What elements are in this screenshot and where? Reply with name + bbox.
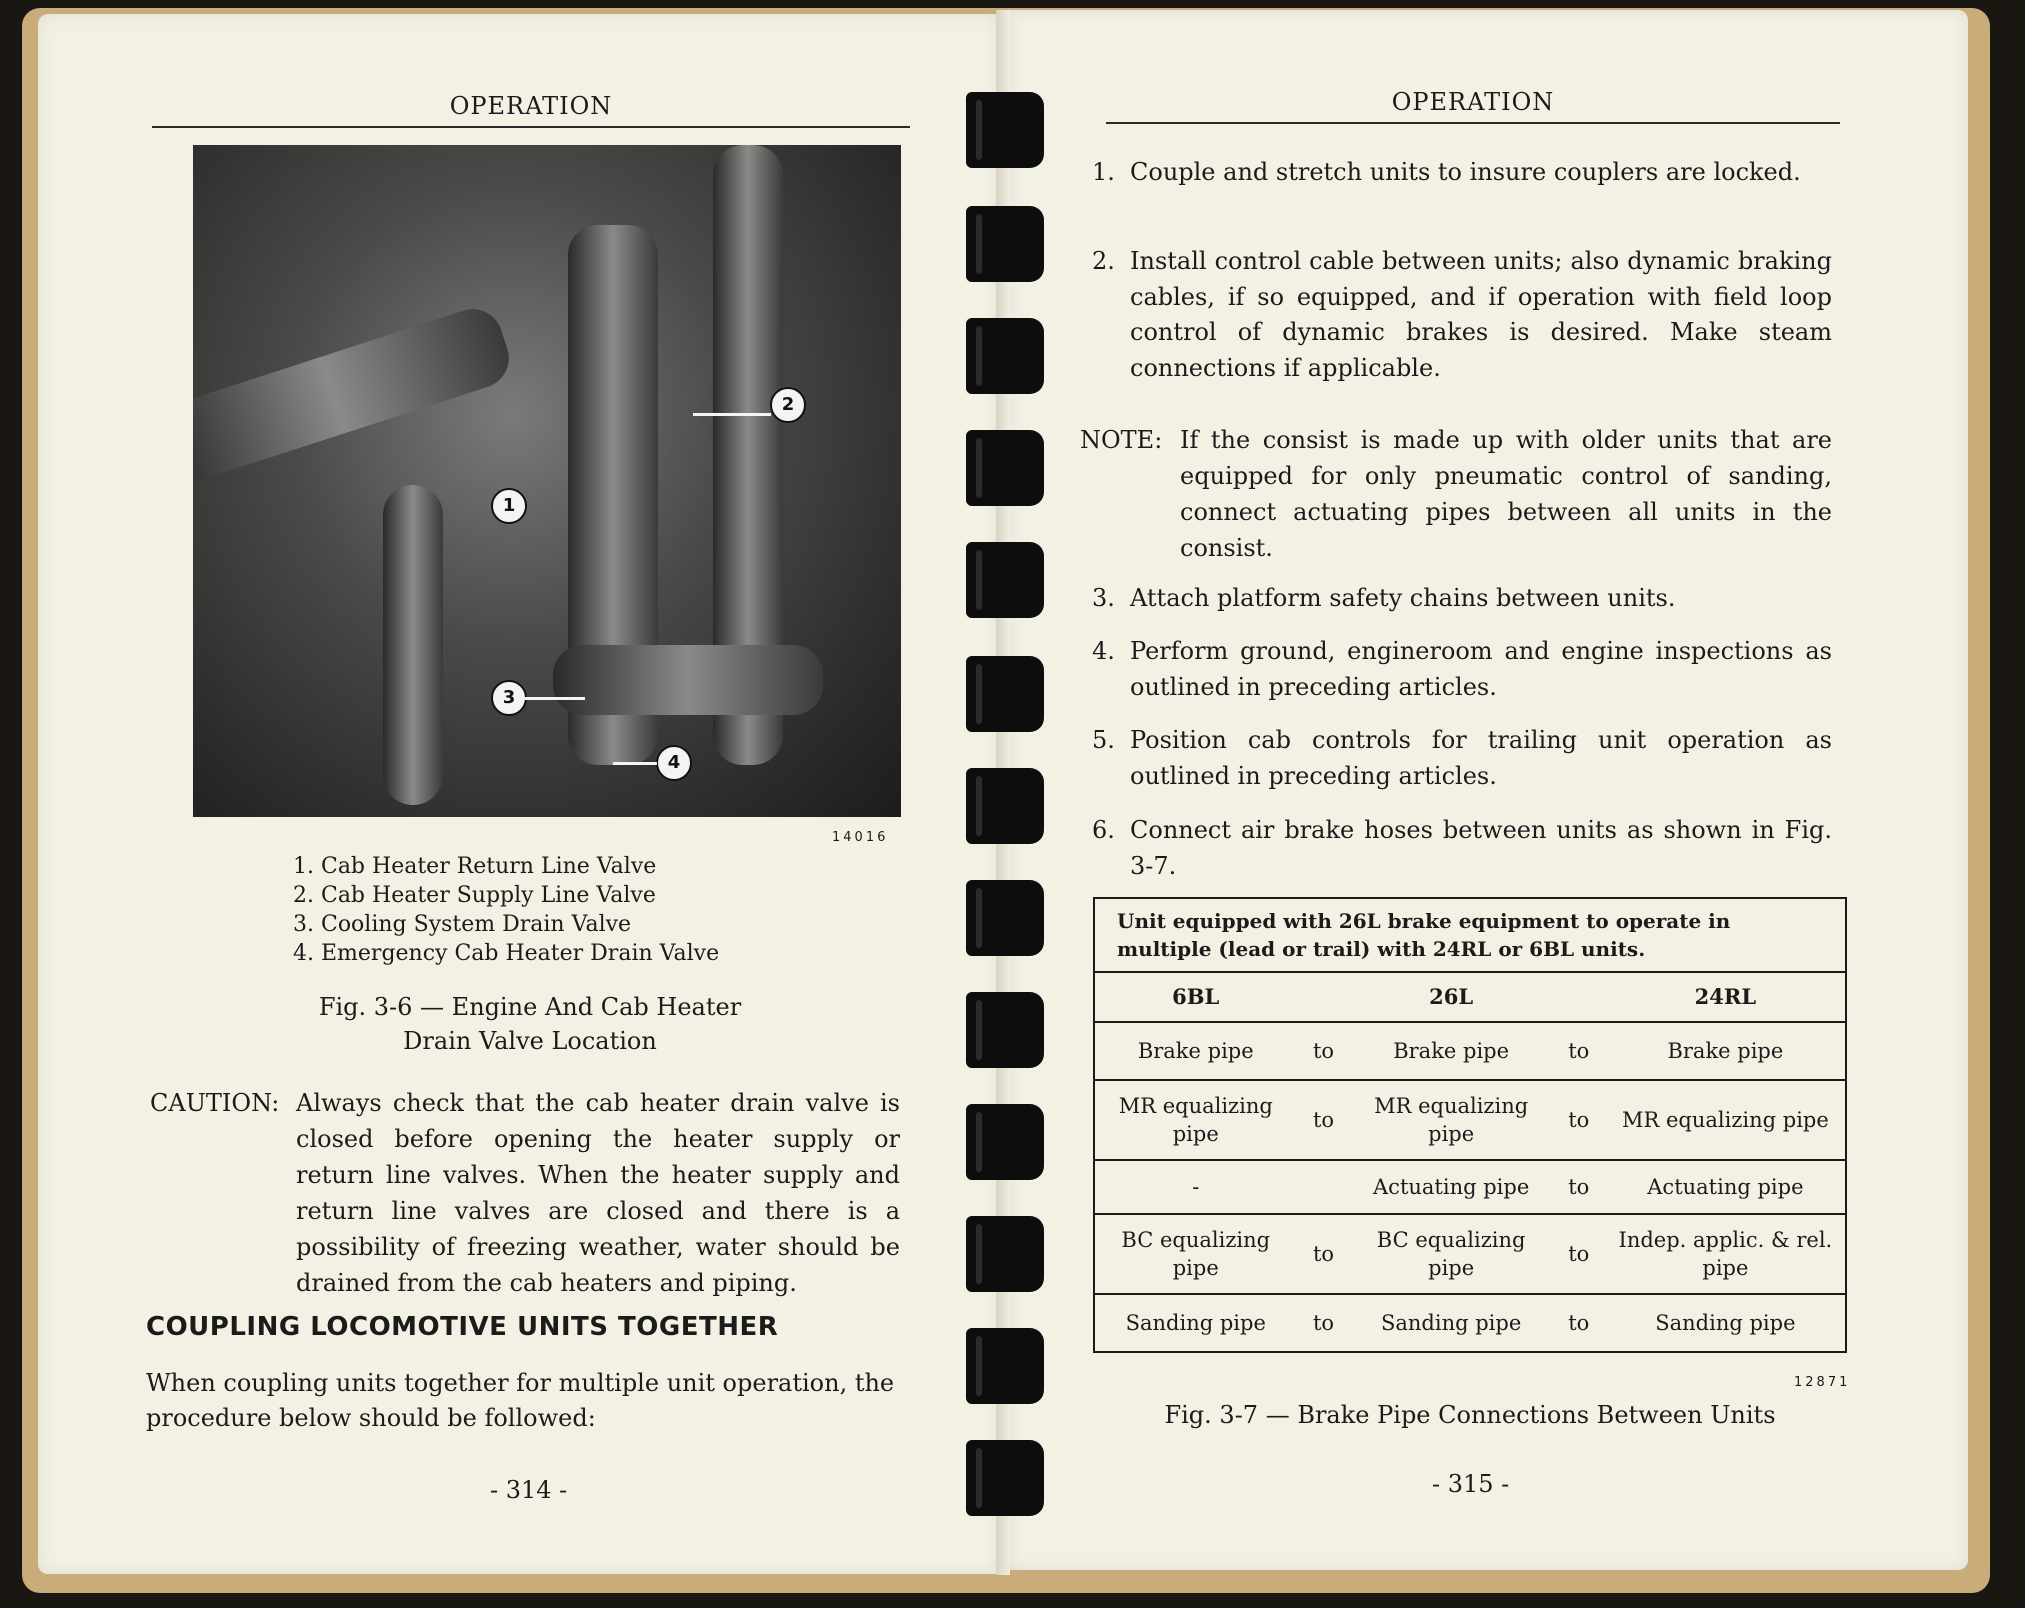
page-number: - 314 -	[490, 1476, 568, 1504]
table-row	[1094, 1294, 1846, 1352]
table-cell: Brake pipe	[1606, 1022, 1846, 1080]
step-text: Perform ground, engineroom and engine inspections as outlined in preceding articles.	[1130, 637, 1832, 701]
table-cell: to	[1297, 1214, 1351, 1294]
table-cell: MR equalizing pipe	[1606, 1080, 1846, 1160]
photo-pipe	[553, 645, 823, 715]
table-cell: Brake pipe	[1094, 1022, 1297, 1080]
note-block	[1080, 422, 1832, 566]
table-cell: Brake pipe	[1351, 1022, 1552, 1080]
intro-paragraph: When coupling units together for multiple unit operation, the procedure below should be followed:	[146, 1369, 895, 1432]
table-cell: to	[1552, 1080, 1606, 1160]
callout-2: 2	[770, 387, 806, 423]
table-row	[1094, 1214, 1846, 1294]
photo-pipe	[383, 485, 443, 805]
step-number: 3.	[1092, 584, 1115, 612]
table-row	[1094, 1080, 1846, 1160]
table-cell: Sanding pipe	[1351, 1294, 1552, 1352]
table-note-row	[1094, 898, 1846, 972]
legend-item: 1. Cab Heater Return Line Valve	[293, 854, 657, 879]
binding-ring	[966, 880, 1044, 956]
step-text: Connect air brake hoses between units as shown in Fig. 3-7.	[1130, 816, 1832, 880]
figure-caption: Fig. 3-7 — Brake Pipe Connections Between Units	[1164, 1401, 1776, 1429]
step-number: 6.	[1092, 816, 1115, 844]
column-header: 6BL	[1094, 972, 1297, 1022]
legend-item: 3. Cooling System Drain Valve	[293, 912, 632, 937]
table-cell: Actuating pipe	[1606, 1160, 1846, 1214]
step-5	[1092, 723, 1832, 794]
step-2	[1092, 244, 1832, 386]
table-cell: BC equalizing pipe	[1351, 1214, 1552, 1294]
table-cell: to	[1297, 1022, 1351, 1080]
caution-text: Always check that the cab heater drain valve is closed before opening the heater supply or return line valves. When the heater supply and return line valves are closed and there is a possibility of freezing weather, water should be drained from the cab heaters and piping.	[296, 1089, 900, 1297]
table-row	[1094, 1022, 1846, 1080]
binding-ring	[966, 1216, 1044, 1292]
caution-label: CAUTION:	[150, 1089, 280, 1117]
step-number: 2.	[1092, 247, 1115, 275]
figure-id: 12871	[1794, 1375, 1851, 1390]
callout-arrow	[693, 413, 771, 416]
step-text: Install control cable between units; also dynamic braking cables, if so equipped, and if operation with field loop control of dynamic brakes is desired. Make steam connections if applicable.	[1130, 247, 1832, 382]
table-cell: to	[1552, 1022, 1606, 1080]
figure-caption	[250, 990, 810, 1058]
column-header: 26L	[1351, 972, 1552, 1022]
step-3	[1092, 581, 1832, 617]
engine-valve-photo	[193, 145, 901, 817]
right-page-header: OPERATION	[1106, 88, 1840, 124]
table-cell: Sanding pipe	[1606, 1294, 1846, 1352]
binding-ring	[966, 1328, 1044, 1404]
brake-pipe-table	[1093, 897, 1847, 1353]
table-cell	[1297, 1160, 1351, 1214]
step-number: 5.	[1092, 726, 1115, 754]
step-number: 1.	[1092, 158, 1115, 186]
table-cell: BC equalizing pipe	[1094, 1214, 1297, 1294]
binding-ring	[966, 1440, 1044, 1516]
callout-3: 3	[491, 680, 527, 716]
binding-ring	[966, 206, 1044, 282]
step-text: Attach platform safety chains between units.	[1130, 584, 1676, 612]
column-header: 24RL	[1606, 972, 1846, 1022]
step-6	[1092, 813, 1832, 884]
table-cell: to	[1297, 1080, 1351, 1160]
binding-ring	[966, 430, 1044, 506]
table-row	[1094, 1160, 1846, 1214]
binding-ring	[966, 92, 1044, 168]
callout-arrow	[613, 762, 657, 765]
legend-item: 4. Emergency Cab Heater Drain Valve	[293, 941, 720, 966]
binding-ring	[966, 768, 1044, 844]
binding-ring	[966, 656, 1044, 732]
callout-1: 1	[491, 488, 527, 524]
table-cell: MR equalizing pipe	[1351, 1080, 1552, 1160]
table-header-row	[1094, 972, 1846, 1022]
table-cell: -	[1094, 1160, 1297, 1214]
table-cell: Indep. applic. & rel. pipe	[1606, 1214, 1846, 1294]
table-cell: Actuating pipe	[1351, 1160, 1552, 1214]
photo-pipe	[193, 301, 517, 488]
caption-line: Fig. 3-6 — Engine And Cab Heater	[318, 993, 742, 1021]
binding-ring	[966, 992, 1044, 1068]
caption-line: Drain Valve Location	[403, 1027, 657, 1055]
step-number: 4.	[1092, 637, 1115, 665]
callout-arrow	[525, 697, 585, 700]
step-text: Position cab controls for trailing unit operation as outlined in preceding articles.	[1130, 726, 1832, 790]
step-4	[1092, 634, 1832, 705]
table-note: Unit equipped with 26L brake equipment to operate in multiple (lead or trail) with 24RL or 6BL units.	[1094, 898, 1846, 972]
note-label: NOTE:	[1080, 426, 1163, 454]
legend-item: 2. Cab Heater Supply Line Valve	[293, 883, 656, 908]
table-cell: to	[1552, 1294, 1606, 1352]
step-text: Couple and stretch units to insure couplers are locked.	[1130, 158, 1801, 186]
callout-4: 4	[656, 745, 692, 781]
binding-ring	[966, 542, 1044, 618]
table-cell: MR equalizing pipe	[1094, 1080, 1297, 1160]
table-cell: to	[1552, 1214, 1606, 1294]
caution-block	[150, 1085, 900, 1301]
figure-legend	[293, 852, 719, 968]
table-cell	[1297, 972, 1351, 1022]
table-cell	[1552, 972, 1606, 1022]
page-number: - 315 -	[1432, 1470, 1510, 1498]
note-text: If the consist is made up with older units that are equipped for only pneumatic control of sanding, connect actuating pipes between all units in the consist.	[1180, 426, 1832, 562]
figure-id: 14016	[832, 830, 889, 845]
step-1	[1092, 155, 1832, 191]
section-heading: COUPLING LOCOMOTIVE UNITS TOGETHER	[146, 1312, 779, 1342]
binding-ring	[966, 1104, 1044, 1180]
table-cell: to	[1552, 1160, 1606, 1214]
table-cell: Sanding pipe	[1094, 1294, 1297, 1352]
binding-ring	[966, 318, 1044, 394]
left-page-header: OPERATION	[152, 92, 910, 128]
table-cell: to	[1297, 1294, 1351, 1352]
